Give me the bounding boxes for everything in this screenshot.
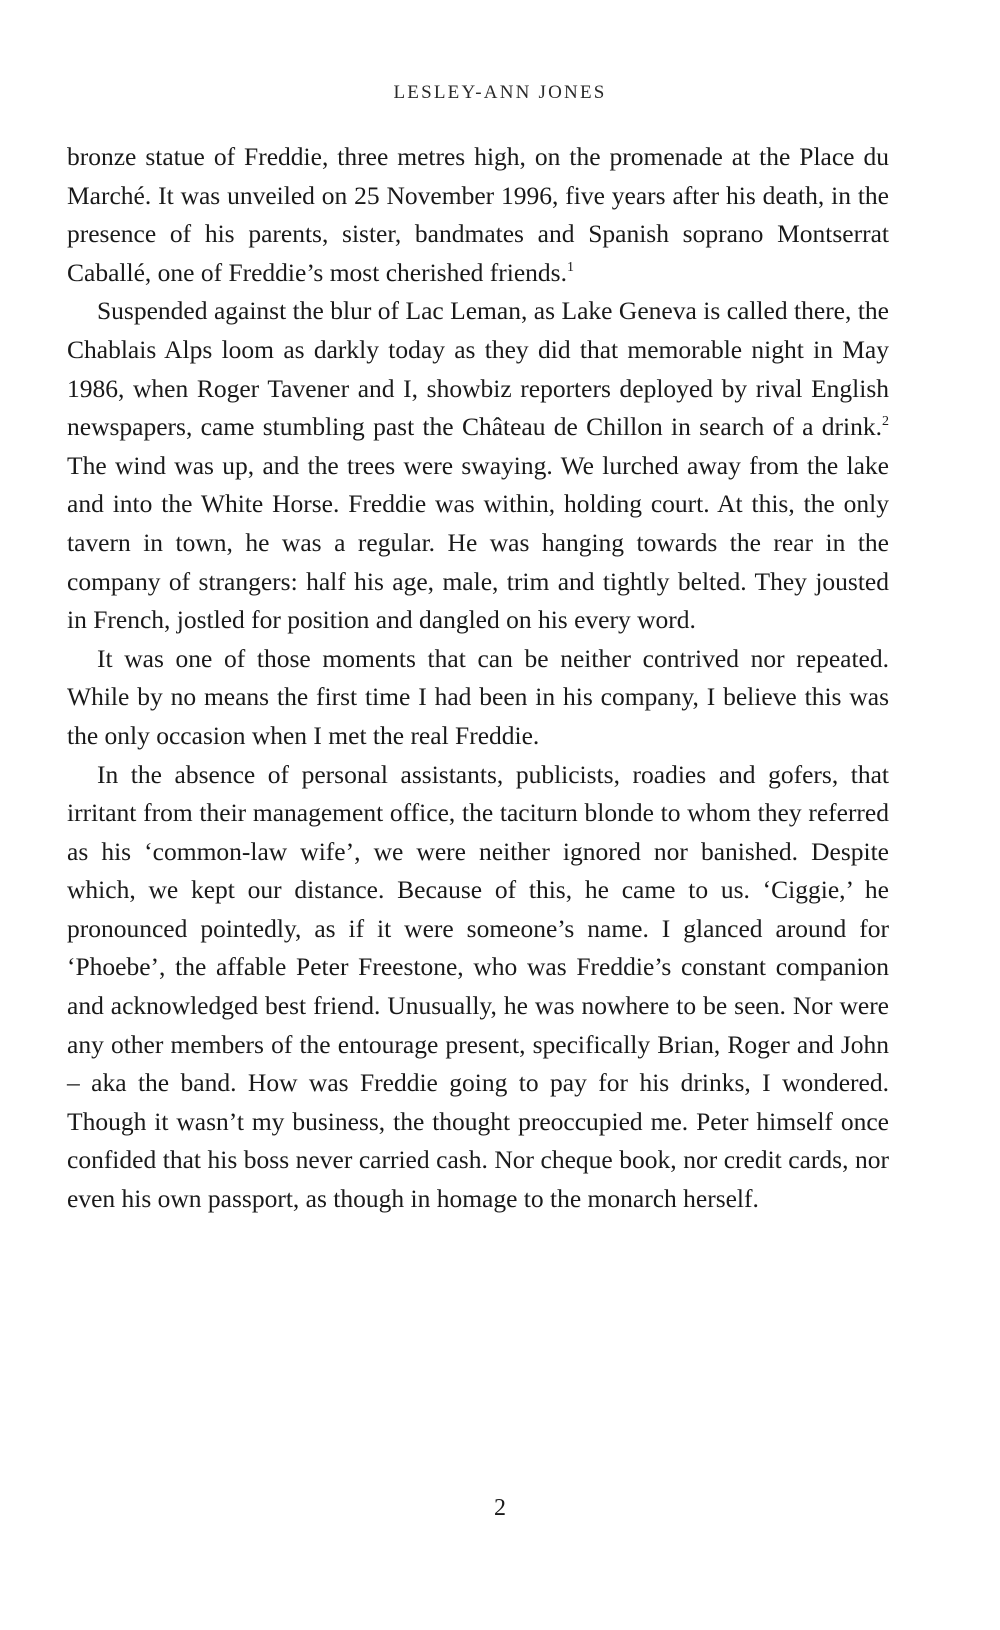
paragraph-2-text-after-note: The wind was up, and the trees were swaying. We lurched away from the lake and into the White Horse. Freddie was within, holding court. At this, the only tavern in town, he was a regular. He was hanging towards the rear in the company of strangers: half his age, male, trim and tightly belted. They jousted in French, jostled for position and dangled on his every word.	[67, 450, 889, 635]
running-head: LESLEY-ANN JONES	[393, 82, 607, 103]
page-number: 2	[494, 1495, 506, 1521]
footnote-ref-1: 1	[566, 259, 574, 275]
paragraph-3	[67, 640, 889, 756]
body-text	[67, 138, 889, 1219]
paragraph-2-text-before-note: Suspended against the blur of Lac Leman, as Lake Geneva is called there, the Chablais Alps loom as darkly today as they did that memorable night in May 1986, when Roger Tavener and I, showbiz reporters deployed by rival English newspapers, came stumbling past the Château de Chillon in search of a drink.	[67, 296, 889, 442]
paragraph-1	[67, 138, 889, 292]
paragraph-4	[67, 756, 889, 1219]
paragraph-2	[67, 292, 889, 639]
paragraph-1-text: bronze statue of Freddie, three metres high, on the promenade at the Place du Marché. It was unveiled on 25 November 1996, five years after his death, in the presence of his parents, sister, bandmates and Spanish soprano Montserrat Caballé, one of Freddie’s most cherished friends.	[67, 142, 889, 287]
paragraph-3-text: It was one of those moments that can be neither contrived nor repeated. While by no means the first time I had been in his company, I believe this was the only occasion when I met the real Freddie.	[67, 643, 889, 750]
paragraph-4-text: In the absence of personal assistants, publicists, roadies and gofers, that irritant from their management office, the taciturn blonde to whom they referred as his ‘common-law wife’, we were neither ignored nor banished. Despite which, we kept our distance. Because of this, he came to us. ‘Ciggie,’ he pronounced pointedly, as if it were someone’s name. I glanced around for ‘Phoebe’, the affable Peter Freestone, who was Freddie’s constant companion and acknowledged best friend. Unusually, he was nowhere to be seen. Nor were any other members of the entourage present, specifically Brian, Roger and John – aka the band. How was Freddie going to pay for his drinks, I wondered. Though it wasn’t my business, the thought preoccupied me. Peter himself once confided that his boss never carried cash. Nor cheque book, nor credit cards, nor even his own passport, as though in homage to the monarch herself.	[67, 759, 889, 1214]
footnote-ref-2: 2	[882, 414, 889, 430]
